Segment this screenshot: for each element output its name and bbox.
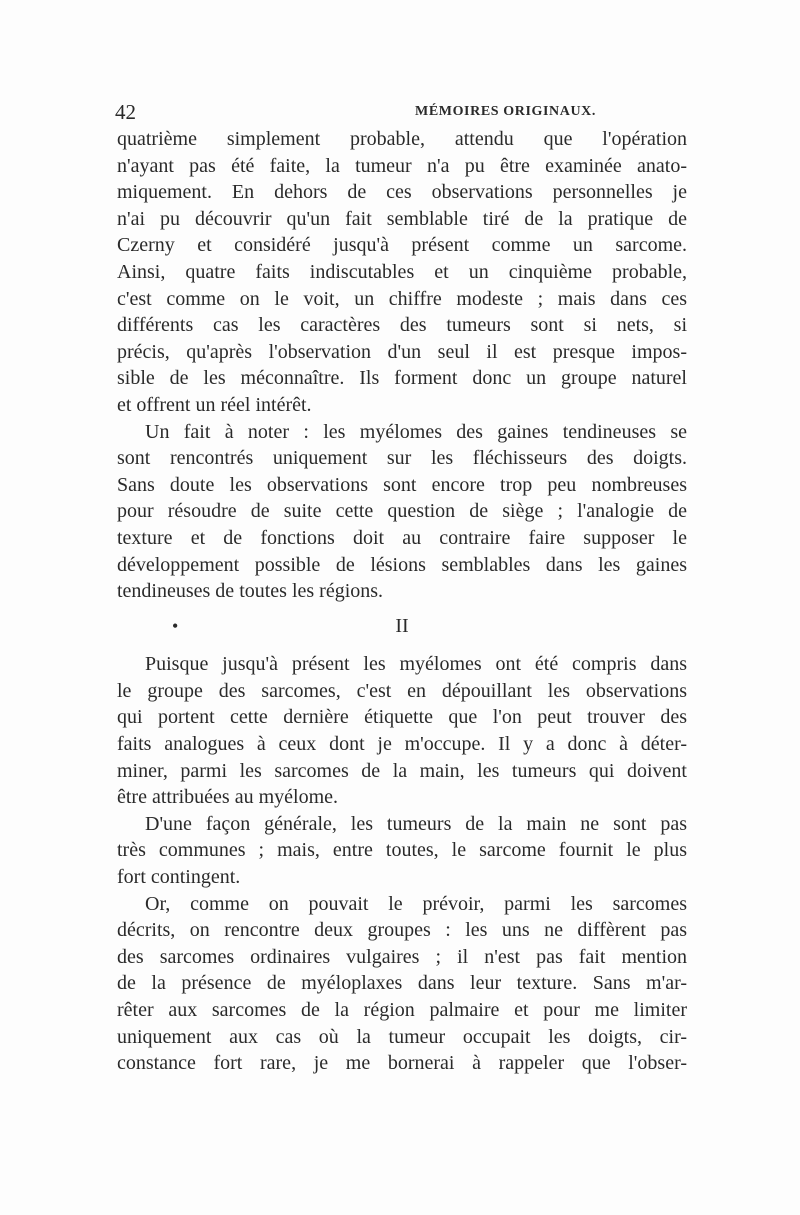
text-line: différents cas les caractères des tumeurs sont si nets, si [117, 314, 687, 337]
text-line: Un fait à noter : les myélomes des gaines tendineuses se [145, 420, 687, 443]
text-line: sible de les méconnaître. Ils forment donc un groupe naturel [117, 367, 687, 390]
section-numeral: II [395, 614, 409, 637]
text-line: faits analogues à ceux dont je m'occupe. Il y a donc à déter- [117, 733, 687, 756]
paragraph [117, 126, 687, 419]
text-line: Czerny et considéré jusqu'à présent comme un sarcome. [117, 234, 687, 257]
bullet-mark: • [172, 615, 179, 636]
text-line: D'une façon générale, les tumeurs de la main ne sont pas [145, 812, 687, 835]
paragraph [117, 811, 687, 891]
text-line: précis, qu'après l'observation d'un seul il est presque impos- [117, 340, 687, 363]
text-line: miquement. En dehors de ces observations personnelles je [117, 181, 687, 204]
running-title: MÉMOIRES ORIGINAUX. [415, 104, 596, 119]
text-line: uniquement aux cas où la tumeur occupait les doigts, cir- [117, 1025, 687, 1048]
text-line: sont rencontrés uniquement sur les fléchisseurs des doigts. [117, 447, 687, 470]
text-line: miner, parmi les sarcomes de la main, les tumeurs qui doivent [117, 759, 687, 782]
body-text [117, 126, 687, 1077]
text-line: Puisque jusqu'à présent les myélomes ont été compris dans [145, 653, 687, 676]
text-line: pour résoudre de suite cette question de siège ; l'analogie de [117, 500, 687, 523]
text-line: qui portent cette dernière étiquette que l'on peut trouver des [117, 706, 687, 729]
text-line: n'ayant pas été faite, la tumeur n'a pu être examinée anato- [117, 154, 687, 177]
text-line: des sarcomes ordinaires vulgaires ; il n'est pas fait mention [117, 945, 687, 968]
text-line: très communes ; mais, entre toutes, le sarcome fournit le plus [117, 839, 687, 862]
text-line: texture et de fonctions doit au contraire faire supposer le [117, 526, 687, 549]
text-line: de la présence de myéloplaxes dans leur texture. Sans m'ar- [117, 972, 687, 995]
text-line: Sans doute les observations sont encore trop peu nombreuses [117, 473, 687, 496]
text-line: et offrent un réel intérêt. [117, 393, 312, 416]
text-line: n'ai pu découvrir qu'un fait semblable tiré de la pratique de [117, 207, 687, 230]
text-line: fort contingent. [117, 866, 241, 889]
paragraph [117, 891, 687, 1077]
text-line: le groupe des sarcomes, c'est en dépouillant les observations [117, 679, 687, 702]
text-line: tendineuses de toutes les régions. [117, 580, 384, 603]
page-header [115, 100, 695, 124]
section-heading [117, 613, 687, 640]
paragraph [117, 651, 687, 811]
paragraph [117, 419, 687, 605]
text-line: Ainsi, quatre faits indiscutables et un cinquième probable, [117, 260, 687, 283]
page-number: 42 [115, 100, 136, 124]
text-line: rêter aux sarcomes de la région palmaire et pour me limiter [117, 999, 687, 1021]
text-line: développement possible de lésions semblables dans les gaines [117, 553, 687, 576]
text-line: c'est comme on le voit, un chiffre modeste ; mais dans ces [117, 287, 687, 310]
text-line: quatrième simplement probable, attendu que l'opération [117, 128, 687, 150]
text-line: décrits, on rencontre deux groupes : les uns ne diffèrent pas [117, 919, 687, 942]
text-line: constance fort rare, je me bornerai à rappeler que l'obser- [117, 1052, 687, 1075]
text-line: être attribuées au myélome. [117, 786, 339, 809]
text-line: Or, comme on pouvait le prévoir, parmi les sarcomes [145, 892, 687, 915]
